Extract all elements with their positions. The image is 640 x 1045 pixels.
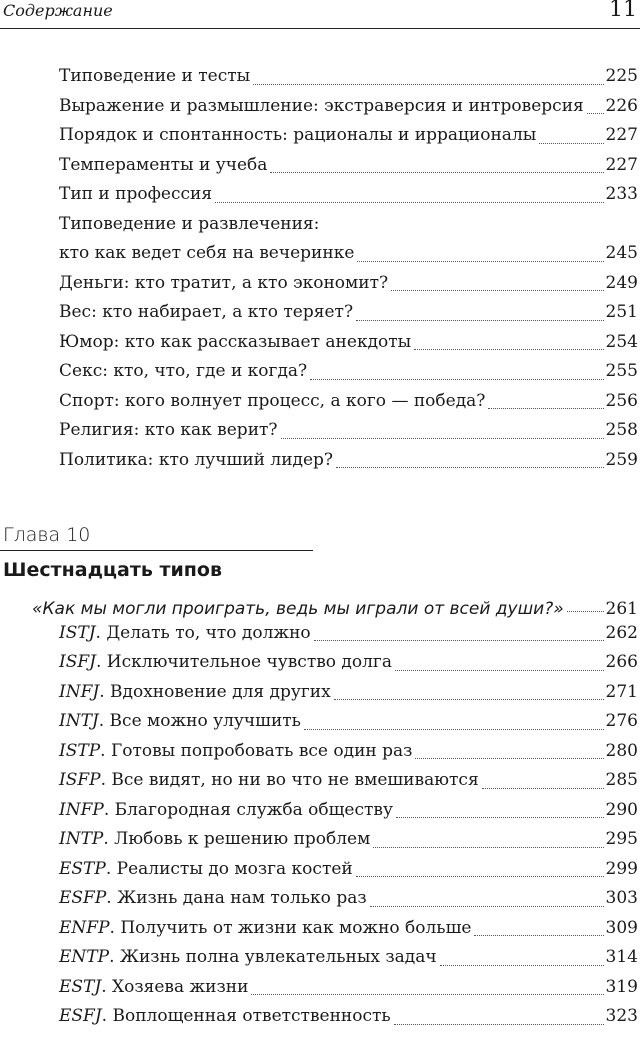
type-code: ESTJ: [59, 976, 102, 997]
toc-entry-page: 226: [605, 95, 638, 116]
toc-entry-title: Секс: кто, что, где и когда?: [59, 361, 308, 381]
toc-entry-page: 261: [605, 598, 638, 619]
toc-entry-page: 303: [605, 888, 638, 908]
toc-entry-page: 323: [605, 1006, 638, 1026]
running-header-title: Содержание: [3, 1, 113, 20]
leader-dots: [336, 467, 603, 468]
leader-dots: [567, 611, 604, 612]
toc-entry[interactable]: [59, 648, 638, 678]
toc-entry[interactable]: [59, 121, 638, 151]
leader-dots: [253, 84, 603, 85]
leader-dots: [356, 876, 604, 877]
leader-dots: [373, 847, 603, 848]
toc-entry-page: 258: [605, 420, 638, 440]
chapter-label: Глава 10: [3, 524, 91, 546]
type-code: INTJ: [59, 711, 99, 731]
toc-entry-title: . Жизнь дана нам только раз: [106, 888, 367, 908]
toc-entry-page: 285: [605, 770, 638, 790]
toc-entry-page: 299: [605, 858, 638, 879]
toc-entry[interactable]: [59, 884, 638, 914]
toc-entry-title: Политика: кто лучший лидер?: [59, 449, 334, 470]
type-code: INFJ: [59, 681, 100, 702]
chapter-divider: [0, 550, 313, 551]
toc-entry-page: 227: [605, 154, 638, 175]
leader-dots: [356, 320, 603, 321]
toc-entry-title: . Воплощенная ответственность: [101, 1006, 391, 1026]
toc-entry-title-cont: кто как ведет себя на вечеринке: [59, 243, 355, 263]
leader-dots: [482, 788, 604, 789]
toc-entry-page: 309: [605, 917, 638, 938]
toc-entry[interactable]: [59, 678, 638, 708]
toc-entry-page: 249: [605, 272, 638, 293]
toc-entry-page: 280: [605, 740, 638, 761]
leader-dots: [587, 113, 604, 114]
leader-dots: [370, 906, 604, 907]
page-number: 11: [609, 0, 637, 22]
type-code: ESFP: [59, 888, 107, 908]
toc-entry-title: Типоведение и развлечения:: [59, 213, 320, 234]
toc-entry-title: Типоведение и тесты: [59, 66, 251, 86]
leader-dots: [215, 202, 603, 203]
toc-entry-title: . Благородная служба обществу: [103, 799, 393, 820]
toc-entry-page: 290: [605, 799, 638, 820]
toc-entry-page: 256: [605, 390, 638, 411]
leader-dots: [395, 670, 604, 671]
leader-dots: [415, 758, 603, 759]
toc-entry-page: 314: [605, 947, 638, 967]
type-code: ISFP: [59, 770, 101, 790]
toc-entry-page: 255: [605, 361, 638, 381]
toc-entry-page: 233: [605, 184, 638, 204]
toc-entry[interactable]: [59, 62, 638, 92]
toc-entry-page: 266: [605, 652, 638, 672]
toc-entry[interactable]: [59, 92, 638, 122]
toc-entry-title: Выражение и размышление: экстраверсия и интроверсия: [59, 95, 584, 116]
leader-dots: [474, 935, 603, 936]
type-code: ENTP: [59, 947, 110, 967]
type-code: ESTP: [59, 858, 106, 879]
leader-dots: [281, 438, 604, 439]
toc-entry[interactable]: [59, 914, 638, 944]
toc-entry-title: . Хозяева жизни: [101, 976, 249, 997]
leader-dots: [251, 994, 603, 995]
leader-dots: [334, 699, 604, 700]
toc-entry-title: Деньги: кто тратит, а кто экономит?: [59, 272, 389, 293]
toc-entry-title: . Все можно улучшить: [98, 711, 301, 731]
toc-entry[interactable]: [59, 1002, 638, 1032]
toc-entry-title: . Реалисты до мозга костей: [105, 858, 353, 879]
leader-dots: [396, 817, 604, 818]
leader-dots: [270, 172, 603, 173]
leader-dots: [391, 290, 603, 291]
type-code: ENFP: [59, 917, 110, 938]
toc-entry[interactable]: [59, 357, 638, 387]
toc-entry[interactable]: [59, 973, 638, 1003]
toc-entry-title: . Жизнь полна увлекательных задач: [109, 947, 437, 967]
leader-dots: [314, 640, 604, 641]
toc-entry[interactable]: [59, 269, 638, 299]
toc-entry-page: 319: [605, 976, 638, 997]
toc-entry-title: «Как мы могли проиграть, ведь мы играли от всей души?»: [32, 598, 564, 619]
toc-entry-page: 254: [605, 331, 638, 352]
toc-entry[interactable]: [59, 619, 638, 649]
toc-entry-title: Вес: кто набирает, а кто теряет?: [59, 302, 354, 322]
toc-entry-page: 259: [605, 449, 638, 470]
toc-entry[interactable]: [59, 943, 638, 973]
leader-dots: [310, 379, 603, 380]
toc-entry[interactable]: [59, 387, 638, 417]
toc-entry-intro[interactable]: [32, 589, 638, 619]
toc-entry-title: . Делать то, что должно: [95, 622, 311, 643]
toc-entry[interactable]: [59, 180, 638, 210]
toc-entry-page: 295: [605, 829, 638, 849]
toc-entry-title: . Готовы попробовать все один раз: [100, 740, 413, 761]
toc-entry-page: 276: [605, 711, 638, 731]
toc-entry[interactable]: [59, 766, 638, 796]
toc-entry-title: . Все видят, но ни во что не вмешиваются: [100, 770, 479, 790]
type-code: ISFJ: [59, 652, 96, 672]
toc-entry-page: 251: [605, 302, 638, 322]
toc-entry[interactable]: [59, 825, 638, 855]
leader-dots: [539, 143, 603, 144]
toc-entry-page: 225: [605, 66, 638, 86]
type-code: ESFJ: [59, 1006, 102, 1026]
leader-dots: [440, 965, 604, 966]
toc-entry-title: . Любовь к решению проблем: [103, 829, 371, 849]
leader-dots: [488, 408, 603, 409]
toc-entry[interactable]: [59, 737, 638, 767]
type-code: INTP: [59, 829, 104, 849]
toc-entry-title: Спорт: кого волнует процесс, а кого — победа?: [59, 390, 486, 411]
toc-entry-title: Религия: кто как верит?: [59, 420, 278, 440]
toc-section-list: [59, 62, 638, 475]
toc-entry[interactable]: [59, 298, 638, 328]
type-code: ISTJ: [59, 622, 96, 643]
toc-entry-page: 227: [605, 125, 638, 145]
toc-entry-title: . Исключительное чувство долга: [95, 652, 392, 672]
toc-types-list: [59, 619, 638, 1032]
toc-entry-title: . Вдохновение для других: [99, 681, 331, 702]
toc-entry[interactable]: [59, 446, 638, 476]
toc-entry[interactable]: [59, 151, 638, 181]
chapter-title[interactable]: Шестнадцать типов: [3, 559, 223, 581]
toc-entry-title: Темпераменты и учеба: [59, 154, 268, 175]
toc-entry-title: Тип и профессия: [59, 184, 213, 204]
toc-entry[interactable]: [59, 707, 638, 737]
toc-entry[interactable]: [59, 210, 638, 269]
toc-entry[interactable]: [59, 855, 638, 885]
leader-dots: [414, 349, 603, 350]
toc-entry-title: Юмор: кто как рассказывает анекдоты: [59, 331, 412, 352]
toc-entry[interactable]: [59, 796, 638, 826]
toc-entry-title: Порядок и спонтанность: рационалы и иррационалы: [59, 125, 537, 145]
leader-dots: [304, 729, 604, 730]
leader-dots: [357, 261, 603, 262]
toc-entry-page: 271: [605, 681, 638, 702]
toc-entry-title: . Получить от жизни как можно больше: [109, 917, 472, 938]
type-code: INFP: [59, 799, 104, 820]
type-code: ISTP: [59, 740, 101, 761]
toc-entry[interactable]: [59, 416, 638, 446]
toc-entry-page: 262: [605, 622, 638, 643]
toc-entry[interactable]: [59, 328, 638, 358]
toc-entry-page: 245: [605, 243, 638, 263]
running-header: [0, 0, 640, 29]
leader-dots: [394, 1024, 604, 1025]
